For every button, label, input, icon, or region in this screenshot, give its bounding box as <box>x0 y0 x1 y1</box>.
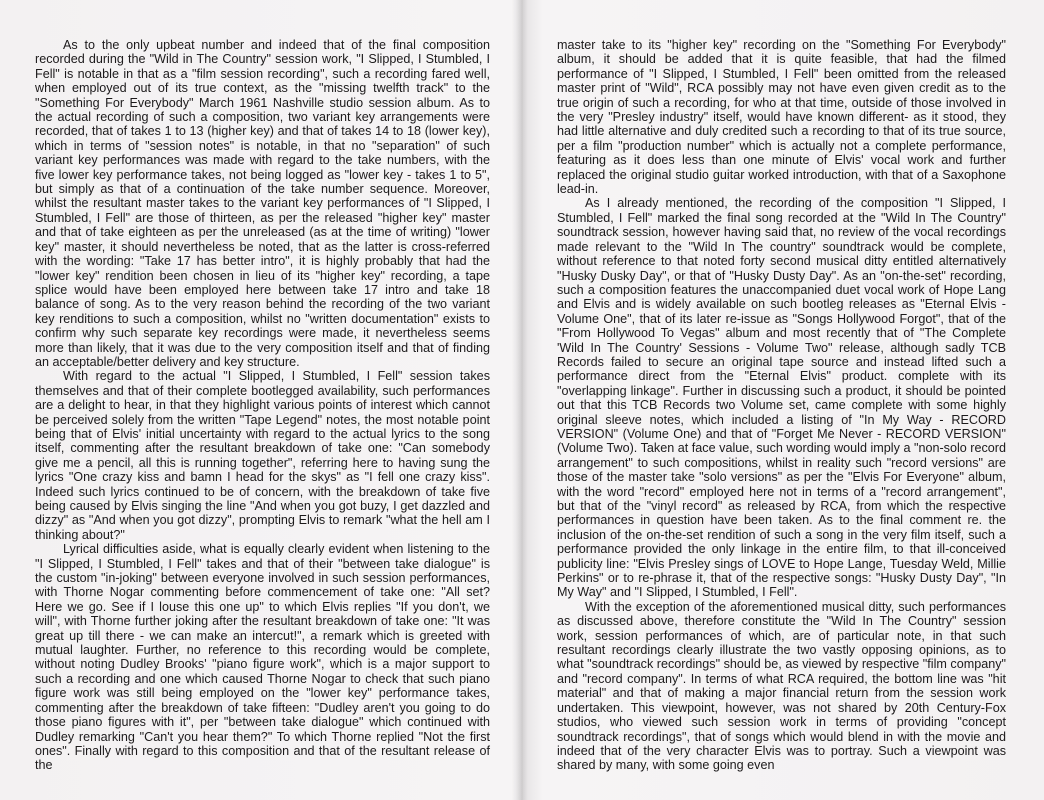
right-paragraph-1: master take to its "higher key" recording on the "Something For Everybody" album, it should be added that it is quite feasible, that had the filmed performance of "I Slipped, I Stumbled, I Fell" been omitted from the released master print of "Wild", RCA possibly may not have even given credit as to the true origin of such a recording, for who at that time, outside of those involved in the very "Presley industry" itself, would have known different- as it stood, they had little alternative and duly credited such a recording to that of its true source, per a film "production number" which is actually not a complete performance, featuring as it does less than one minute of Elvis' vocal work and further replaced the original studio guitar worked introduction, with that of a Saxophone lead-in. <box>557 38 1006 197</box>
left-paragraph-1: As to the only upbeat number and indeed that of the final composition recorded during the "Wild in The Country" session work, "I Slipped, I Stumbled, I Fell" is notable in that as a "film session recording", such a recording fared well, when employed out of its true context, as the "missing twelfth track" to the "Something For Everybody" March 1961 Nashville studio session album. As to the actual recording of such a composition, two variant key arrangements were recorded, that of takes 1 to 13 (higher key) and that of takes 14 to 18 (lower key), which in terms of "session notes" is notable, in that no "separation" of such variant key performances was made with regard to the take numbers, with the five lower key performance takes, not being logged as "lower key - takes 1 to 5", but simply as that of a continuation of the take number sequence. Moreover, whilst the resultant master takes to the variant key performances of "I Slipped, I Stumbled, I Fell" are those of thirteen, as per the released "higher key" master and that of take eighteen as per the unreleased (as at the time of writing) "lower key" master, it should nevertheless be noted, that as the latter is cross-referred with the wording: "Take 17 has better intro", it is highly probably that had the "lower key" rendition been chosen in lieu of its "higher key" recording, a tape splice would have been employed here between take 17 intro and take 18 balance of song. As to the very reason behind the recording of the two variant key renditions to such a composition, whilst no "written documentation" exists to confirm why such separate key recordings were made, it nevertheless seems more than likely, that it was due to the very composition itself and that of finding an acceptable/better delivery and key structure. <box>35 38 490 369</box>
left-paragraph-2: With regard to the actual "I Slipped, I Stumbled, I Fell" session takes themselves and that of their complete bootlegged availability, such performances are a delight to hear, in that they highlight various points of interest which cannot be perceived solely from the written "Tape Legend" notes, the most notable point being that of Elvis' initial uncertainty with regard to the actual lyrics to the song itself, commenting after the resultant breakdown of take one: "Can somebody give me a pencil, all this is running together", referring here to having sung the lyrics "One crazy kiss and bamn I head for the skys" as "I fell one crazy kiss". Indeed such lyrics continued to be of concern, with the breakdown of take five being caused by Elvis singing the line "And when you got buzy, I get dazzled and dizzy" as "And when you got dizzy", prompting Elvis to remark "what the hell am I thinking about?" <box>35 369 490 542</box>
left-paragraph-3: Lyrical difficulties aside, what is equally clearly evident when listening to the "I Slipped, I Stumbled, I Fell" takes and that of their "between take dialogue" is the custom "in-joking" between everyone involved in such session performances, with Thorne Nogar commenting before commencement of take one: "All set? Here we go. See if I louse this one up" to which Elvis replies "If you don't, we will", with Thorne further joking after the resultant breakdown of take one: "It was great up till there - we can make an intercut!", a remark which is greeted with mutual laughter. Further, no reference to this recording would be complete, without noting Dudley Brooks' "piano figure work", which is a major support to such a recording and one which caused Thorne Nogar to check that such piano figure work was still being employed on the "lower key" performance takes, commenting after the breakdown of take fifteen: "Dudley aren't you going to do those piano figures with it", per "between take dialogue" which continued with Dudley remarking "Can't you hear them?" To which Thorne replied "Not the first ones". Finally with regard to this composition and that of the resultant release of the <box>35 542 490 773</box>
right-paragraph-2: As I already mentioned, the recording of the composition "I Slipped, I Stumbled, I Fell" marked the final song recorded at the "Wild In The Country" soundtrack session, however having said that, no review of the vocal recordings made relevant to the "Wild In The country" soundtrack would be complete, without reference to that noted forty second musical ditty entitled alternatively "Husky Dusky Day", or that of "Husky Dusty Day". As an "on-the-set" recording, such a composition features the unaccompanied duet vocal work of Hope Lang and Elvis and is widely available on such bootleg releases as "Eternal Elvis - Volume One", that of its later re-issue as "Songs Hollywood Forgot", that of the "From Hollywood To Vegas" album and most recently that of "The Complete 'Wild In The Country' Sessions - Volume Two" release, although sadly TCB Records failed to secure an original tape source and instead lifted such a performance direct from the "Eternal Elvis" product. complete with its "overlapping linkage". Further in discussing such a product, it should be pointed out that this TCB Records two Volume set, came complete with some highly original sleeve notes, which included a listing of "In My Way - RECORD VERSION" (Volume One) and that of "Forget Me Never - RECORD VERSION" (Volume Two). Taken at face value, such wording would imply a "non-solo record arrangement" to such compositions, whilst in reality such "record versions" are those of the master take "solo versions" as per the "Elvis For Everyone" album, with the word "record" employed here not in terms of a "record arrangement", but that of the "vinyl record" as released by RCA, from which the respective performances in question have been taken. As to the final comment re. the inclusion of the on-the-set rendition of such a song in the very film itself, such a performance provided the only linkage in the entire film, to that ill-conceived publicity line: "Elvis Presley sings of LOVE to Hope Lange, Tuesday Weld, Millie Perkins" or to re-phrase it, that of the respective songs: "Husky Dusty Day", "In My Way" and "I Slipped, I Stumbled, I Fell". <box>557 196 1006 600</box>
book-gutter <box>516 0 528 800</box>
right-paragraph-3: With the exception of the aforementioned musical ditty, such performances as discussed above, therefore constitute the "Wild In The Country" session work, session performances of which, are of particular note, in that such resultant recordings clearly illustrate the two vastly opposing opinions, as to what "soundtrack recordings" should be, as viewed by respective "film company" and "record company". In terms of what RCA required, the bottom line was "hit material" and that of making a major financial return from the session work undertaken. This viewpoint, however, was not shared by 20th Century-Fox studios, who viewed such session work in terms of providing "concept soundtrack recordings", that of songs which would blend in with the movie and indeed that of the very character Elvis was to portray. Such a viewpoint was shared by many, with some going even <box>557 599 1006 773</box>
left-page <box>35 38 490 773</box>
right-page <box>557 38 1006 773</box>
